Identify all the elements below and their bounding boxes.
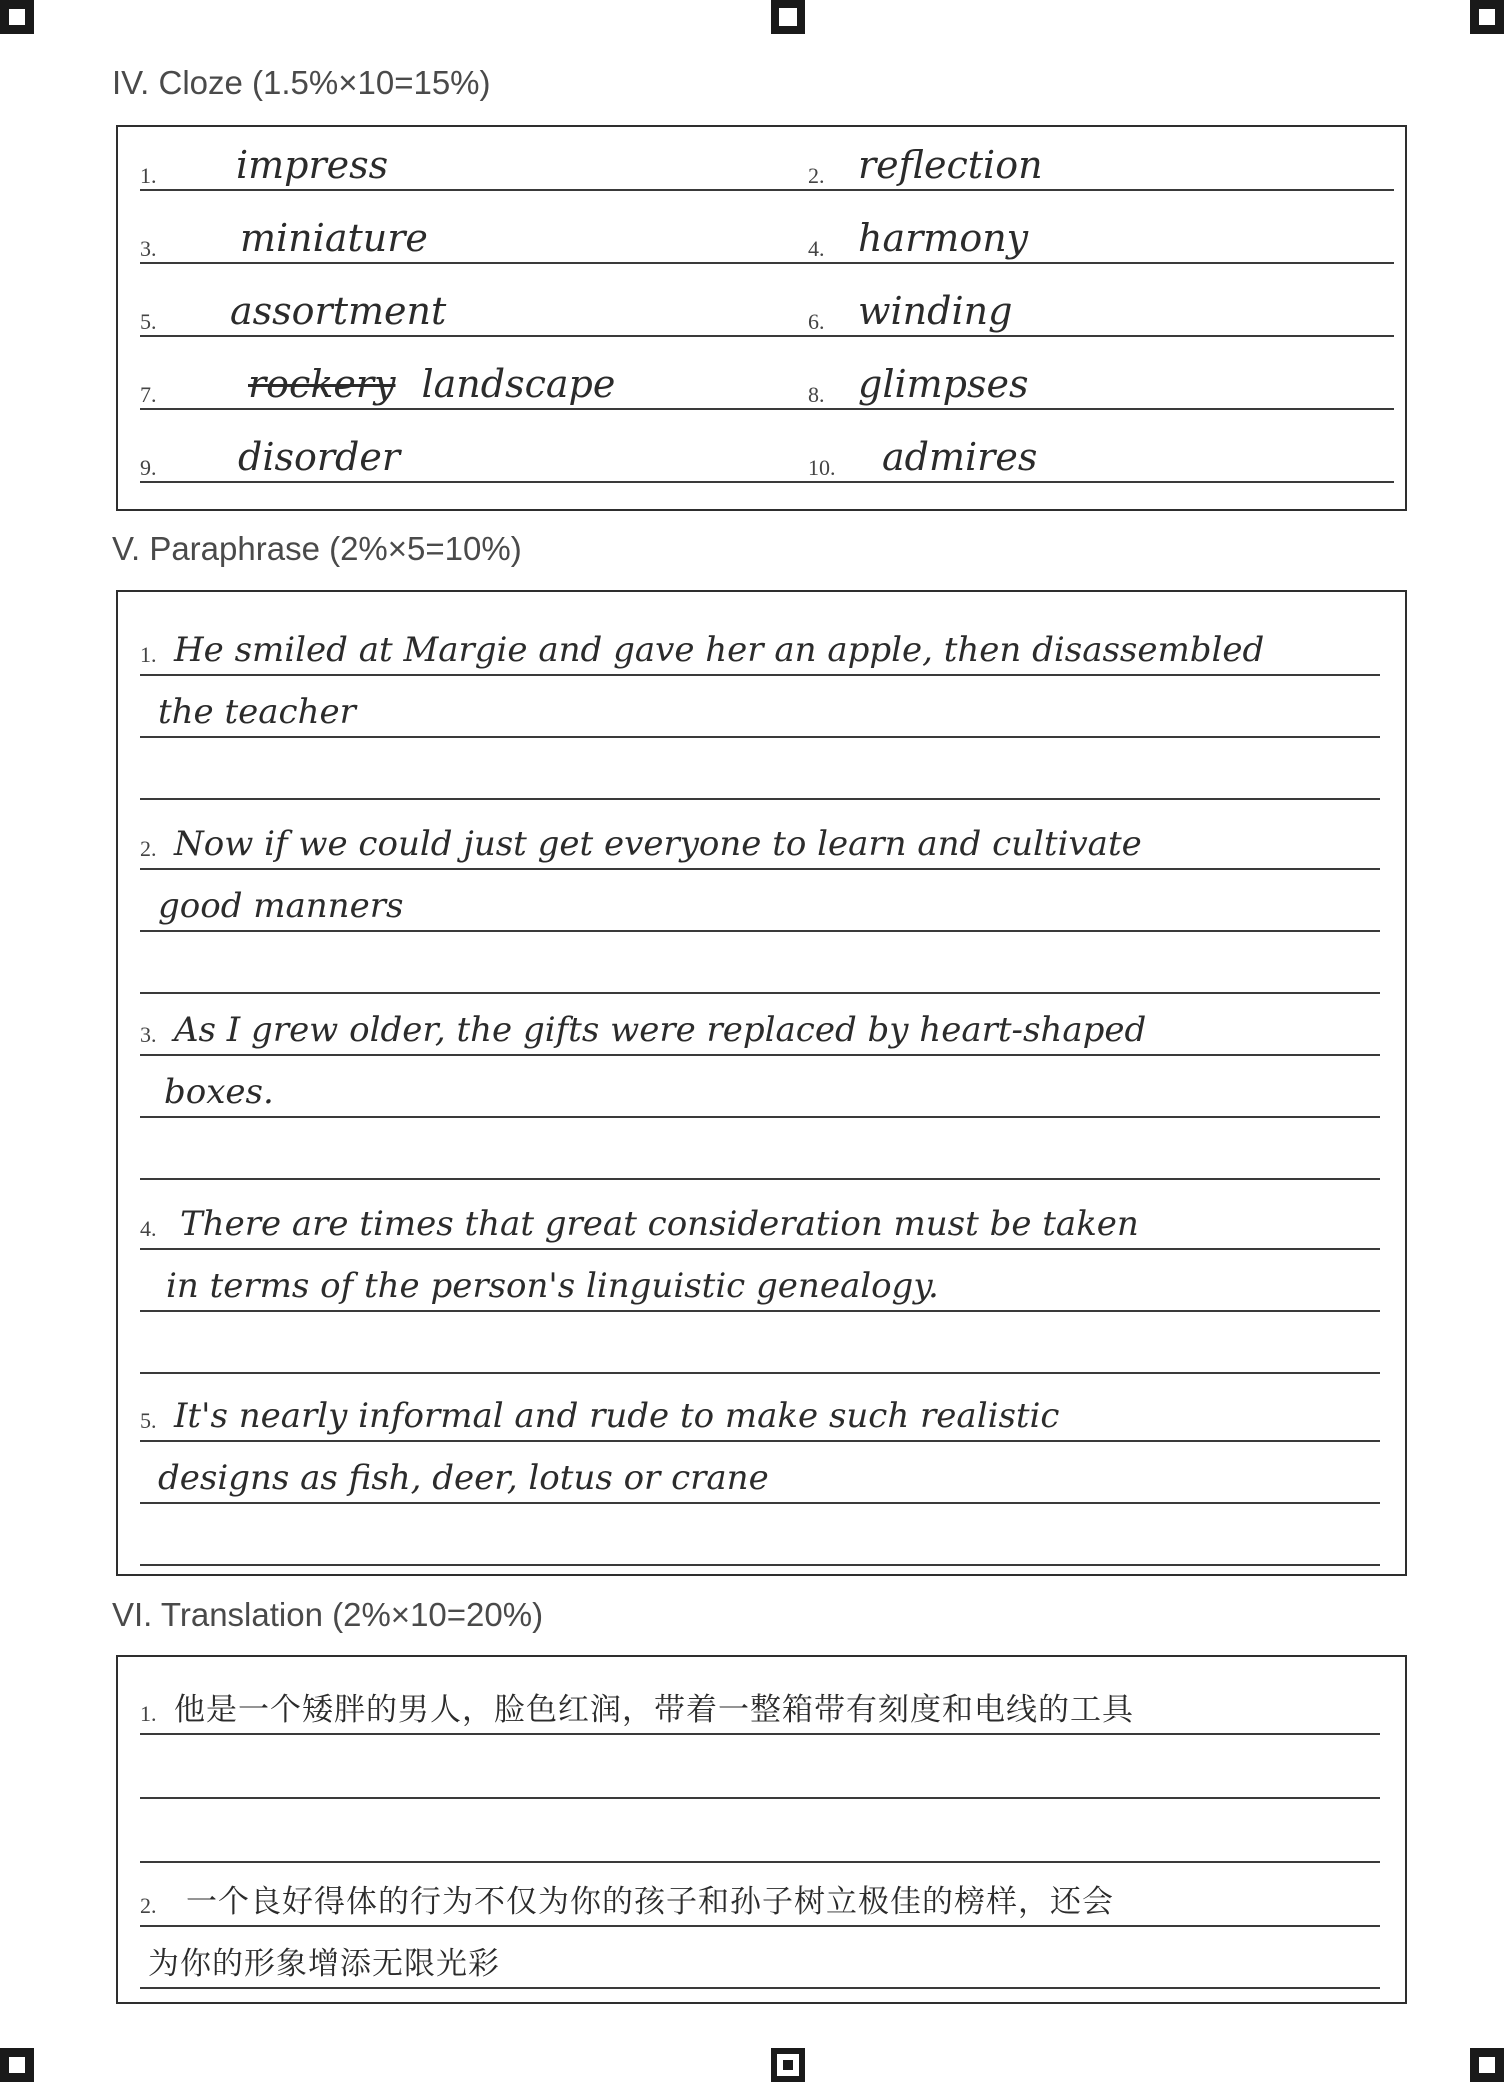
paraphrase-answer-box: [116, 590, 1407, 1576]
handwritten-answer: It's nearly informal and rude to make such realistic: [174, 1396, 1060, 1436]
paraphrase-item-5-line-2: [140, 1446, 1380, 1504]
handwritten-answer: miniature: [240, 216, 428, 260]
paraphrase-item-1-line-1: [140, 618, 1380, 676]
handwritten-answer: landscape: [421, 362, 616, 406]
cloze-answer-box: [116, 125, 1407, 511]
item-number: 1.: [140, 1701, 157, 1726]
handwritten-answer: He smiled at Margie and gave her an apple, then disassembled: [174, 630, 1265, 670]
translation-section-title: VI. Translation (2%×10=20%): [112, 1596, 544, 1633]
cloze-item-6: [808, 279, 1394, 341]
handwritten-answer: 为你的形象增添无限光彩: [148, 1946, 500, 1982]
answer-line: [808, 262, 1394, 264]
paraphrase-item-5-line-1: [140, 1384, 1380, 1442]
answer-line: [140, 1797, 1380, 1799]
translation-item-1-line-2: [140, 1741, 1380, 1799]
answer-line: [140, 1733, 1380, 1735]
paraphrase-item-4-line-1: [140, 1192, 1380, 1250]
cloze-section-title: IV. Cloze (1.5%×10=15%): [112, 64, 491, 101]
answer-line: [140, 1440, 1380, 1442]
translation-item-2-line-1: [140, 1869, 1380, 1927]
answer-line: [140, 992, 1380, 994]
item-number: 7.: [140, 382, 157, 407]
paraphrase-section-title: V. Paraphrase (2%×5=10%): [112, 530, 522, 567]
handwritten-answer: As I grew older, the gifts were replaced by heart-shaped: [174, 1010, 1147, 1050]
answer-line: [140, 868, 1380, 870]
answer-line: [140, 674, 1380, 676]
registration-marker-top-center: [771, 0, 805, 34]
registration-marker-bottom-center: [771, 2048, 805, 2082]
item-number: 2.: [808, 163, 825, 188]
answer-line: [140, 1861, 1380, 1863]
paraphrase-item-2-line-3: [140, 936, 1380, 994]
registration-marker-bottom-left: [0, 2048, 34, 2082]
item-number: 9.: [140, 455, 157, 480]
handwritten-answer: glimpses: [858, 362, 1029, 406]
paraphrase-item-1-line-3: [140, 742, 1380, 800]
item-number: 5.: [140, 1408, 157, 1433]
handwritten-answer: in terms of the person's linguistic genealogy.: [166, 1266, 939, 1306]
paraphrase-item-3-line-2: [140, 1060, 1380, 1118]
paraphrase-item-2-line-1: [140, 812, 1380, 870]
answer-line: [140, 1502, 1380, 1504]
cloze-item-7: [140, 352, 908, 414]
answer-line: [140, 1178, 1380, 1180]
answer-line: [140, 481, 908, 483]
cloze-item-2: [808, 133, 1394, 195]
item-number: 3.: [140, 236, 157, 261]
paraphrase-item-4-line-2: [140, 1254, 1380, 1312]
answer-line: [140, 1564, 1380, 1566]
cloze-item-4: [808, 206, 1394, 268]
paraphrase-item-2-line-2: [140, 874, 1380, 932]
paraphrase-item-5-line-3: [140, 1508, 1380, 1566]
answer-line: [140, 1248, 1380, 1250]
answer-line: [140, 1054, 1380, 1056]
item-number: 1.: [140, 642, 157, 667]
item-number: 3.: [140, 1022, 157, 1047]
answer-line: [140, 798, 1380, 800]
answer-line: [140, 262, 908, 264]
handwritten-answer: harmony: [858, 216, 1029, 260]
cloze-item-8: [808, 352, 1394, 414]
translation-item-1-line-3: [140, 1805, 1380, 1863]
item-number: 8.: [808, 382, 825, 407]
handwritten-answer: Now if we could just get everyone to learn and cultivate: [174, 824, 1142, 864]
handwritten-answer: winding: [858, 289, 1013, 333]
answer-line: [808, 408, 1394, 410]
item-number: 2.: [140, 1893, 157, 1918]
cloze-item-9: [140, 425, 908, 487]
registration-marker-bottom-right: [1470, 2048, 1504, 2082]
handwritten-answer: admires: [882, 435, 1038, 479]
handwritten-answer: good manners: [158, 886, 404, 926]
handwritten-answer: impress: [236, 143, 389, 187]
handwritten-answer: boxes.: [164, 1072, 274, 1112]
handwritten-answer: There are times that great consideration must be taken: [180, 1204, 1139, 1244]
translation-item-2-line-2: [140, 1931, 1380, 1989]
answer-line: [808, 189, 1394, 191]
paraphrase-item-3-line-3: [140, 1122, 1380, 1180]
answer-line: [808, 481, 1394, 483]
registration-marker-top-left: [0, 0, 34, 34]
answer-line: [140, 408, 908, 410]
item-number: 6.: [808, 309, 825, 334]
crossed-out-answer: rockery: [248, 362, 396, 406]
answer-line: [140, 1372, 1380, 1374]
item-number: 10.: [808, 455, 836, 480]
answer-line: [140, 930, 1380, 932]
answer-line: [140, 1987, 1380, 1989]
item-number: 4.: [140, 1216, 157, 1241]
paraphrase-item-4-line-3: [140, 1316, 1380, 1374]
handwritten-answer: reflection: [858, 143, 1043, 187]
answer-line: [140, 189, 908, 191]
cloze-item-3: [140, 206, 908, 268]
handwritten-answer: designs as fish, deer, lotus or crane: [158, 1458, 769, 1498]
paraphrase-item-1-line-2: [140, 680, 1380, 738]
item-number: 1.: [140, 163, 157, 188]
translation-answer-box: [116, 1655, 1407, 2004]
item-number: 5.: [140, 309, 157, 334]
registration-marker-top-right: [1470, 0, 1504, 34]
handwritten-answer: the teacher: [158, 692, 356, 732]
cloze-item-1: [140, 133, 908, 195]
answer-line: [140, 1925, 1380, 1927]
handwritten-answer: 他是一个矮胖的男人，脸色红润，带着一整箱带有刻度和电线的工具: [174, 1692, 1134, 1728]
answer-line: [140, 1116, 1380, 1118]
item-number: 4.: [808, 236, 825, 261]
handwritten-answer: 一个良好得体的行为不仅为你的孩子和孙子树立极佳的榜样，还会: [186, 1884, 1114, 1920]
answer-line: [808, 335, 1394, 337]
cloze-item-10: [808, 425, 1394, 487]
answer-line: [140, 1310, 1380, 1312]
handwritten-answer: assortment: [230, 289, 447, 333]
answer-line: [140, 335, 908, 337]
handwritten-answer: disorder: [238, 435, 401, 479]
translation-item-1-line-1: [140, 1677, 1380, 1735]
item-number: 2.: [140, 836, 157, 861]
paraphrase-item-3-line-1: [140, 998, 1380, 1056]
cloze-item-5: [140, 279, 908, 341]
answer-line: [140, 736, 1380, 738]
